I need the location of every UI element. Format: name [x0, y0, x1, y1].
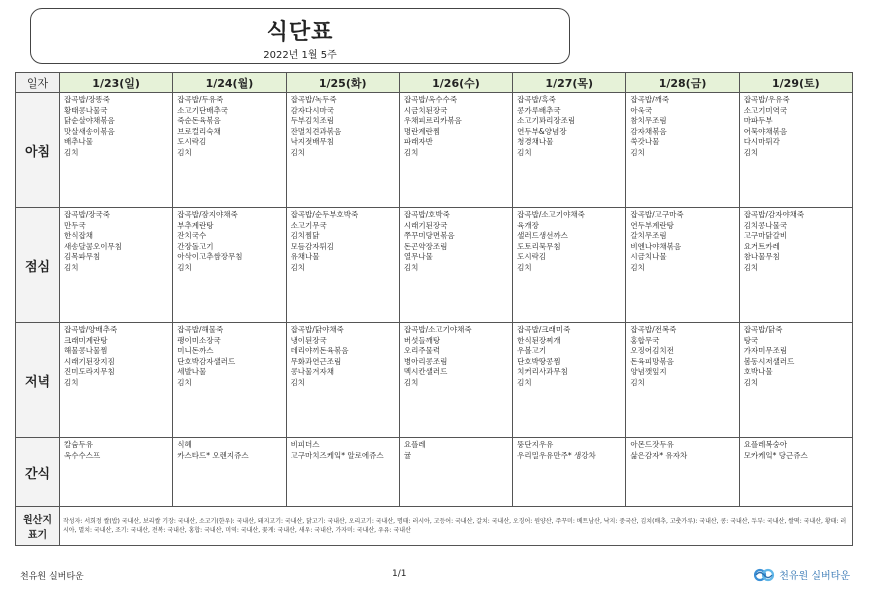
menu-cell — [513, 438, 626, 507]
brand-name: 천유원 실버타운 — [779, 570, 850, 582]
menu-item: 콩나물겨자채 — [290, 367, 335, 377]
meal-row — [16, 93, 853, 208]
menu-cell — [60, 208, 173, 323]
menu-item: 육개장 — [517, 220, 539, 230]
menu-cell — [399, 93, 512, 208]
menu-item: 김치 — [64, 147, 79, 157]
menu-item: 김치 — [290, 147, 306, 157]
menu-item: 잡곡밥/크래미죽 — [517, 325, 571, 334]
menu-item: 감자채볶음 — [630, 126, 667, 136]
day-header: 1/29(토) — [739, 73, 852, 93]
menu-item: 명란계란찜 — [403, 126, 441, 136]
menu-item: 김치 — [517, 262, 532, 272]
menu-item: 도시락김 — [517, 252, 547, 262]
menu-item: 김치 — [630, 147, 645, 157]
menu-item: 파래자반 — [403, 137, 433, 147]
menu-cell — [60, 438, 173, 507]
menu-item: 잡곡밥/감자야채죽 — [743, 210, 805, 219]
menu-item: 잡곡밥/양배추죽 — [64, 325, 118, 334]
menu-item: 잡곡밥/닭죽 — [743, 325, 783, 334]
menu-item: 참치무조림 — [630, 116, 667, 126]
menu-item: 감자다시마국 — [290, 105, 335, 115]
menu-item: 유채나물 — [290, 252, 320, 262]
menu-item: 진미도라지무침 — [64, 367, 115, 377]
date-header-row — [16, 73, 853, 93]
menu-cell — [286, 323, 399, 438]
menu-item: 뚱단지우유 — [517, 440, 554, 449]
menu-item: 다시마튀각 — [743, 137, 780, 147]
menu-item: 비엔나야채볶음 — [630, 241, 682, 251]
day-header: 1/26(수) — [399, 73, 512, 93]
meal-plan-table — [15, 72, 853, 546]
menu-item: 쭈꾸미당면볶음 — [403, 231, 455, 241]
menu-item: 갈치무조림 — [630, 231, 667, 241]
menu-item: 시금치나물 — [630, 252, 667, 262]
menu-item: 크래미계란탕 — [64, 335, 108, 345]
menu-item: 콩가루배추국 — [517, 105, 561, 115]
menu-item: 잡곡밥/장국죽 — [64, 210, 110, 219]
menu-cell — [626, 323, 739, 438]
menu-item: 냉이된장국 — [290, 335, 327, 345]
menu-item: 열무나물 — [403, 252, 433, 262]
menu-item: 잡곡밥/두유죽 — [177, 95, 224, 104]
meal-label: 점심 — [16, 208, 60, 323]
day-header: 1/24(월) — [173, 73, 286, 93]
menu-item: 아몬드잣두유 — [630, 440, 674, 449]
menu-item: 멕시칸샐러드 — [403, 367, 448, 377]
menu-item: 병아리콩조림 — [403, 356, 448, 366]
menu-item: 소고기단배추국 — [177, 105, 228, 115]
menu-item: 고구마닭갈비 — [743, 231, 788, 241]
menu-item: 홍합무국 — [630, 335, 660, 345]
menu-item: 잡곡밥/소고기야채죽 — [517, 210, 585, 219]
menu-cell — [399, 438, 512, 507]
menu-item: 해물콩나물찜 — [64, 346, 108, 356]
menu-item: 시래기된장국 — [403, 220, 448, 230]
menu-item: 청경채나물 — [517, 137, 554, 147]
menu-item: 김치 — [630, 377, 645, 387]
menu-item: 김치 — [177, 377, 192, 387]
menu-item: 무화과연근조림 — [290, 356, 342, 366]
menu-item: 낙지젓배무침 — [290, 137, 335, 147]
menu-item: 배추나물 — [64, 137, 93, 147]
menu-item: 잔치국수 — [177, 231, 207, 241]
menu-item: 호박나물 — [743, 367, 773, 377]
menu-cell — [739, 323, 852, 438]
page-subtitle: 2022년 1월 5주 — [263, 50, 337, 61]
menu-item: 마파두부 — [743, 116, 773, 126]
menu-item: 아욱국 — [630, 105, 653, 115]
menu-item: 요거트카레 — [743, 241, 780, 251]
menu-cell — [739, 93, 852, 208]
menu-item: 김치 — [743, 147, 759, 157]
menu-item: 한식된장찌개 — [517, 335, 561, 345]
menu-item: 옥수수스프 — [64, 450, 101, 460]
menu-item: 김치 — [177, 262, 192, 272]
footer-organization: 천유원 실버타운 — [20, 572, 84, 582]
wave-logo-icon — [754, 566, 776, 582]
menu-item: 연두부&양념장 — [517, 126, 567, 136]
menu-item: 잡곡밥/고구마죽 — [630, 210, 684, 219]
menu-item: 황태콩나물국 — [64, 105, 108, 115]
day-header: 1/25(화) — [286, 73, 399, 93]
menu-item: 가자미무조림 — [743, 346, 788, 356]
meal-label: 저녁 — [16, 323, 60, 438]
menu-item: 잡곡밥/전복죽 — [630, 325, 677, 334]
menu-item: 만두국 — [64, 220, 86, 230]
menu-item: 김치 — [177, 147, 192, 157]
menu-cell — [513, 208, 626, 323]
page-number: 1/1 — [392, 569, 407, 579]
meal-label: 아침 — [16, 93, 60, 208]
menu-item: 칼슘두유 — [64, 440, 93, 449]
menu-item: 시래기된장지짐 — [64, 356, 115, 366]
menu-cell — [173, 208, 286, 323]
menu-item: 김치 — [630, 262, 645, 272]
menu-item: 소고기무국 — [290, 220, 327, 230]
menu-item: 치커리사과무침 — [517, 367, 568, 377]
menu-item: 미니돈까스 — [177, 346, 214, 356]
menu-item: 김목파무침 — [64, 252, 101, 262]
menu-item: 세발나물 — [177, 367, 207, 377]
menu-item: 김치 — [743, 262, 759, 272]
menu-cell — [286, 208, 399, 323]
origin-label: 원산지 표기 — [16, 507, 60, 546]
menu-item: 김치 — [290, 262, 306, 272]
menu-item: 잡곡밥/호박죽 — [403, 210, 450, 219]
day-header: 1/27(목) — [513, 73, 626, 93]
menu-item: 모카케잌* 당근쥬스 — [743, 450, 808, 460]
day-header: 1/23(일) — [60, 73, 173, 93]
menu-item: 단호박감자샐러드 — [177, 356, 236, 366]
menu-item: 도시락김 — [177, 137, 207, 147]
menu-item: 아삭이고추쌈장무침 — [177, 252, 243, 262]
menu-cell — [626, 438, 739, 507]
menu-item: 죽순돈육볶음 — [177, 116, 221, 126]
menu-item: 김치 — [290, 377, 306, 387]
menu-item: 시금치된장국 — [403, 105, 448, 115]
title-box — [30, 8, 570, 64]
menu-item: 두부김치조림 — [290, 116, 335, 126]
menu-item: 팽이미소장국 — [177, 335, 221, 345]
menu-item: 잡곡밥/소고기야채죽 — [403, 325, 472, 334]
origin-text: 작성자: 서희정 쌀(밥) 국내산, 보리쌀 기장: 국내산, 소고기(한우): 국내산, 돼지고기: 국내산, 닭고기: 국내산, 오리고기: 국내산, 명태: 러시아, 고등어: 국내산, 갈치: 국내산, 오징어: 원양산, 주꾸미: 베트남산, 낙지: 중국산, 김치(배추, 고춧가루): 국내산, 콩: 국내산, 두부: 국내산, 쌀떡: 국내산, 황태: 러시아, 멸치: 국내산, 조기: 국내산, 전복: 국내산, 홍합: 국내산, 미역: 국내산, 꽃게: 국내산, 새우: 국내산, 가자미: 국내산, 우유: 국내산 — [60, 507, 853, 546]
menu-cell — [739, 208, 852, 323]
menu-item: 김치찜닭 — [290, 231, 320, 241]
menu-cell — [399, 208, 512, 323]
menu-cell — [173, 438, 286, 507]
menu-cell — [626, 208, 739, 323]
menu-cell — [286, 93, 399, 208]
menu-item: 귤 — [403, 450, 412, 460]
menu-item: 김치 — [517, 147, 532, 157]
menu-item: 김치 — [64, 262, 79, 272]
menu-item: 잡곡밥/녹두죽 — [290, 95, 337, 104]
menu-item: 잡곡밥/잠지야채죽 — [177, 210, 238, 219]
menu-item: 식혜 — [177, 440, 192, 449]
menu-item: 잡곡밥/장똥죽 — [64, 95, 110, 104]
menu-item: 맛살새송이볶음 — [64, 126, 115, 136]
menu-item: 김치 — [403, 377, 419, 387]
menu-item: 오징어김치전 — [630, 346, 674, 356]
origin-row — [16, 507, 853, 546]
menu-item: 닭순살야채볶음 — [64, 116, 115, 126]
menu-cell — [626, 93, 739, 208]
menu-item: 김치콩나물국 — [743, 220, 788, 230]
menu-item: 요플레 — [403, 440, 426, 449]
menu-item: 삶은감자* 유자차 — [630, 450, 688, 460]
menu-item: 잡곡밥/옥수수죽 — [403, 95, 458, 104]
menu-cell — [513, 93, 626, 208]
menu-item: 잡곡밥/해물죽 — [177, 325, 224, 334]
menu-cell — [739, 438, 852, 507]
menu-item: 잡곡밥/닭야채죽 — [290, 325, 344, 334]
menu-item: 비피더스 — [290, 440, 320, 449]
menu-item: 봄동시저샐러드 — [743, 356, 795, 366]
menu-item: 김치 — [743, 377, 759, 387]
menu-item: 잡곡밥/깨죽 — [630, 95, 670, 104]
meal-row — [16, 323, 853, 438]
menu-item: 소고기미역국 — [743, 105, 788, 115]
footer-brand — [754, 566, 850, 582]
menu-item: 김치 — [64, 377, 79, 387]
page-title: 식단표 — [266, 20, 334, 45]
menu-item: 김치 — [517, 377, 532, 387]
menu-item: 간장돌고기 — [177, 241, 214, 251]
menu-item: 탕국 — [743, 335, 759, 345]
menu-item: 잡곡밥/순두부호박죽 — [290, 210, 359, 219]
menu-item: 요플레복숭아 — [743, 440, 788, 449]
menu-cell — [60, 93, 173, 208]
menu-item: 잔멸치견과볶음 — [290, 126, 342, 136]
menu-cell — [173, 93, 286, 208]
menu-cell — [513, 323, 626, 438]
menu-cell — [173, 323, 286, 438]
menu-item: 한식잡채 — [64, 231, 93, 241]
menu-cell — [60, 323, 173, 438]
menu-item: 오리주물럭 — [403, 346, 441, 356]
menu-item: 버섯들깨탕 — [403, 335, 441, 345]
menu-item: 쑥갓나물 — [630, 137, 660, 147]
meal-label: 간식 — [16, 438, 60, 507]
menu-item: 잡곡밥/우유죽 — [743, 95, 790, 104]
menu-item: 우볼고기 — [517, 346, 547, 356]
menu-item: 참나물무침 — [743, 252, 780, 262]
menu-item: 돈육피망볶음 — [630, 356, 674, 366]
menu-item: 연두부계란탕 — [630, 220, 674, 230]
menu-item: 데리야끼돈육볶음 — [290, 346, 349, 356]
menu-item: 김치 — [403, 147, 419, 157]
menu-item: 카스타드* 오렌지쥬스 — [177, 450, 249, 460]
meal-row — [16, 208, 853, 323]
day-header: 1/28(금) — [626, 73, 739, 93]
menu-item: 모듬감자튀김 — [290, 241, 335, 251]
date-column-label: 일자 — [16, 73, 60, 93]
menu-item: 돈곤약장조림 — [403, 241, 448, 251]
meal-row — [16, 438, 853, 507]
menu-item: 단호박땅콩찜 — [517, 356, 561, 366]
menu-item: 소고기꽈리장조림 — [517, 116, 576, 126]
menu-cell — [286, 438, 399, 507]
menu-item: 우채피르리카볶음 — [403, 116, 462, 126]
menu-item: 김치 — [403, 262, 419, 272]
menu-item: 고구마치즈케잌* 알로에쥬스 — [290, 450, 384, 460]
menu-item: 브로컬리숙채 — [177, 126, 221, 136]
menu-item: 새송달콤오이무침 — [64, 241, 122, 251]
menu-item: 어묵야채볶음 — [743, 126, 788, 136]
menu-item: 도토리묵무침 — [517, 241, 561, 251]
menu-item: 우리밀우유만주* 생강차 — [517, 450, 596, 460]
menu-item: 샐러드생선까스 — [517, 231, 568, 241]
menu-item: 잡곡밥/흑죽 — [517, 95, 556, 104]
menu-item: 부추계란탕 — [177, 220, 214, 230]
menu-item: 양념깻잎지 — [630, 367, 667, 377]
menu-cell — [399, 323, 512, 438]
